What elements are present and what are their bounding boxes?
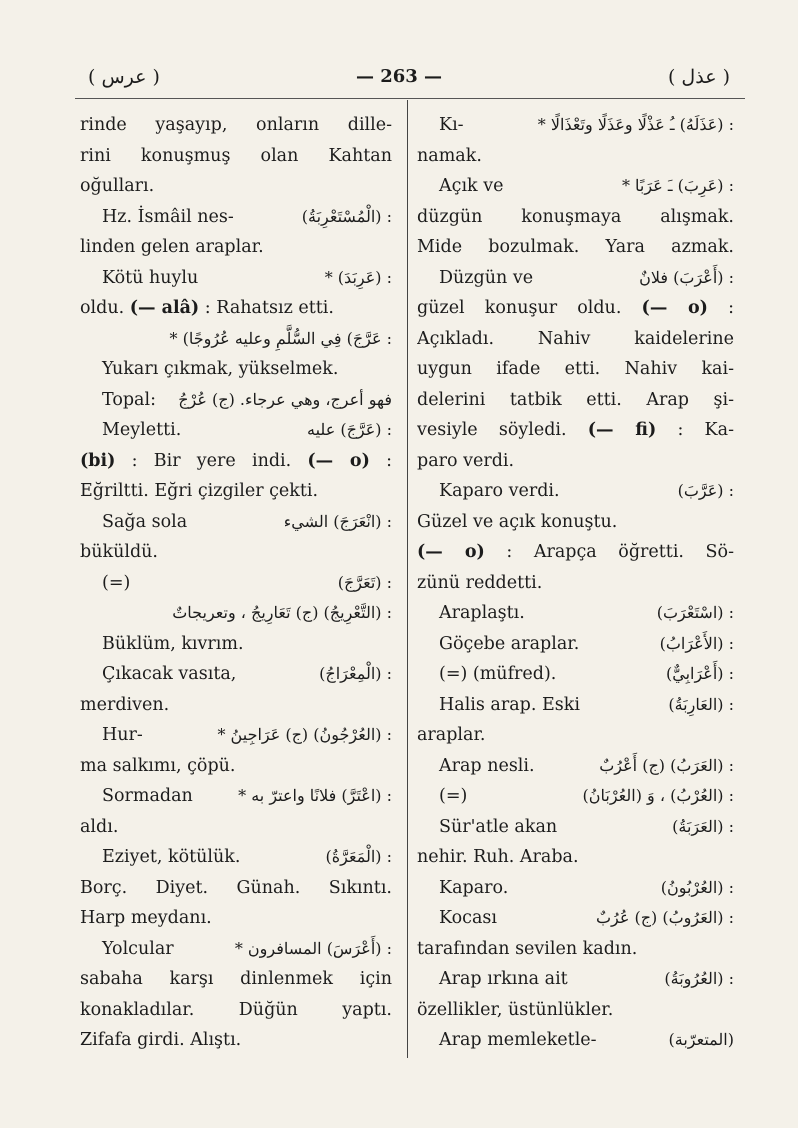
entry-headword: : عَرَّجَ) فِي السُّلَّمِ وعليه عُرُوجًا) *: [169, 328, 392, 348]
dictionary-line: [80, 720, 392, 751]
page-header: [60, 60, 738, 94]
dictionary-line: delerini tatbik etti. Arap şi-: [417, 389, 734, 410]
dictionary-line: (bi) : Bir yere indi. (— o) :: [80, 450, 392, 471]
header-left-root: ( عرس ): [88, 66, 160, 88]
dictionary-line: [80, 781, 392, 812]
dictionary-line: Zifafa girdi. Alıştı.: [80, 1030, 242, 1050]
entry-headword: : (اعْتَرَّ) فلانًا واعترّ به *: [238, 786, 392, 805]
entry-headword: : (العُرْجُونُ) (ج) عَرَاجِينُ *: [217, 725, 392, 744]
entry-meaning: Hz. İsmâil nes-: [102, 206, 234, 227]
entry-headword: : (الْمِعْرَاجُ): [319, 664, 392, 683]
entry-meaning: Arap ırkına ait: [439, 969, 568, 989]
entry-meaning: Halis arap. Eski: [439, 694, 580, 715]
entry-meaning: Kaparo verdi.: [439, 481, 560, 501]
dictionary-line: [417, 690, 734, 721]
entry-headword: : (اسْتَعْرَبَ): [656, 603, 734, 622]
entry-meaning: Eziyet, kötülük.: [102, 847, 241, 867]
entry-headword: : (التَّعْرِيجُ) (ج) تَعَارِيجُ ، وتعريجاتٌ: [172, 603, 392, 622]
dictionary-line: merdiven.: [80, 694, 170, 715]
entry-headword: : (العُرْبُونُ): [660, 877, 734, 897]
entry-headword: : (عَذَلَهُ) ـُ عَذْلًا وعَذَلًا وتَعْذَالًا *: [537, 115, 734, 134]
entry-headword: : (عَرَّبَ): [677, 481, 734, 500]
entry-meaning: Hur-: [102, 725, 143, 745]
dictionary-line: (— o) : Arapça öğretti. Sö-: [417, 542, 734, 562]
dictionary-line: vesiyle söyledi. (— fi) : Ka-: [417, 420, 734, 440]
dictionary-line: [80, 659, 392, 690]
dictionary-line: [417, 171, 734, 202]
dictionary-line: [417, 263, 734, 294]
entry-meaning: (=) (müfred).: [439, 664, 557, 684]
entry-headword: : (أَعْرَسَ) المسافرون *: [234, 938, 392, 958]
dictionary-line: [417, 110, 734, 141]
entry-headword: : (العَرَبُ) (ج) أَعْرُبٌ: [599, 755, 734, 775]
dictionary-line: [417, 476, 734, 507]
column-divider: [407, 100, 408, 1058]
dictionary-line: nehir. Ruh. Araba.: [417, 847, 579, 867]
dictionary-line: Eğriltti. Eğri çizgiler çekti.: [80, 481, 319, 501]
entry-headword: فهو أعرج، وهي عرجاء. (ج) عُرْجُ: [178, 389, 392, 409]
dictionary-line: [80, 568, 392, 599]
dictionary-line: güzel konuşur oldu. (— o) :: [417, 298, 734, 318]
entry-meaning: Kocası: [439, 908, 497, 928]
dictionary-line: [417, 812, 734, 843]
entry-headword: : (تَعَرَّجَ): [337, 572, 392, 592]
entry-meaning: Göçebe araplar.: [439, 633, 580, 654]
left-column: [80, 110, 392, 1056]
dictionary-line: [417, 751, 734, 782]
dictionary-line: linden gelen araplar.: [80, 237, 264, 257]
dictionary-line: [80, 934, 392, 965]
entry-meaning: Kötü huylu: [102, 267, 199, 288]
dictionary-line: düzgün konuşmaya alışmak.: [417, 206, 734, 227]
entry-meaning: Sormadan: [102, 786, 193, 806]
dictionary-line: rini konuşmuş olan Kahtan: [80, 145, 392, 166]
dictionary-line: [417, 1025, 734, 1056]
dictionary-line: paro verdi.: [417, 450, 515, 471]
dictionary-line: Güzel ve açık konuştu.: [417, 511, 618, 532]
entry-headword: : (الْمَعَرَّةُ): [325, 847, 392, 866]
dictionary-line: [80, 598, 392, 629]
dictionary-line: aldı.: [80, 816, 119, 837]
entry-headword: (المتعرّبة): [668, 1030, 734, 1049]
dictionary-line: tarafından sevilen kadın.: [417, 938, 638, 959]
entry-headword: : (العُرُوبَةُ): [664, 969, 734, 988]
dictionary-line: Harp meydanı.: [80, 908, 212, 928]
dictionary-line: oldu. (— alâ) : Rahatsız etti.: [80, 298, 334, 318]
entry-meaning: Meyletti.: [102, 420, 182, 440]
entry-meaning: Arap nesli.: [439, 755, 535, 776]
dictionary-line: [417, 781, 734, 812]
dictionary-line: [417, 659, 734, 690]
entry-meaning: (=): [102, 572, 131, 593]
entry-meaning: (=): [439, 786, 468, 806]
dictionary-line: [80, 842, 392, 873]
entry-headword: : (العُرْبُ) ، وَ (العُرْبَانُ): [582, 786, 734, 805]
right-column: [417, 110, 734, 1056]
dictionary-line: [80, 385, 392, 416]
entry-meaning: Topal:: [102, 389, 156, 410]
page-number: — 263 —: [355, 66, 443, 87]
dictionary-line: [417, 903, 734, 934]
dictionary-line: [417, 629, 734, 660]
entry-meaning: Kı-: [439, 115, 464, 135]
header-rule: [75, 98, 745, 99]
entry-meaning: Açık ve: [439, 176, 504, 196]
entry-meaning: Sağa sola: [102, 511, 188, 532]
dictionary-line: konakladılar. Düğün yaptı.: [80, 999, 392, 1020]
dictionary-line: Yukarı çıkmak, yükselmek.: [102, 359, 339, 379]
dictionary-line: [80, 415, 392, 446]
entry-meaning: Sür'atle akan: [439, 816, 558, 837]
dictionary-line: [80, 324, 392, 355]
entry-headword: : (العَرُوبُ) (ج) عُرُبٌ: [595, 908, 734, 927]
dictionary-line: [417, 873, 734, 904]
entry-headword: : (أَعْرَبَ) فلانٌ: [639, 267, 734, 287]
entry-headword: : (العَارِبَةُ): [668, 694, 734, 714]
dictionary-line: Açıkladı. Nahiv kaidelerine: [417, 328, 734, 349]
header-right-root: ( عذل ): [667, 66, 730, 88]
entry-headword: : (عَرِبَدَ) *: [324, 267, 392, 287]
dictionary-line: [80, 202, 392, 233]
dictionary-line: [80, 263, 392, 294]
dictionary-line: rinde yaşayıp, onların dille-: [80, 115, 392, 135]
entry-meaning: Yolcular: [102, 938, 174, 959]
dictionary-line: özellikler, üstünlükler.: [417, 999, 614, 1020]
dictionary-line: Borç. Diyet. Günah. Sıkıntı.: [80, 877, 392, 898]
dictionary-line: [80, 507, 392, 538]
dictionary-line: zünü reddetti.: [417, 572, 543, 593]
dictionary-line: Büklüm, kıvrım.: [102, 633, 244, 654]
dictionary-line: uygun ifade etti. Nahiv kai-: [417, 359, 734, 379]
entry-headword: : (عَرِبَ) ـَ عَرَبًا *: [621, 176, 734, 195]
dictionary-line: Mide bozulmak. Yara azmak.: [417, 237, 734, 257]
dictionary-line: oğulları.: [80, 176, 155, 196]
dictionary-line: [417, 598, 734, 629]
entry-headword: : (أَعْرَابِيٌّ): [665, 664, 734, 683]
entry-headword: : (عَرَّجَ) عليه: [307, 420, 392, 439]
dictionary-line: büküldü.: [80, 542, 158, 562]
entry-meaning: Düzgün ve: [439, 267, 534, 288]
dictionary-line: araplar.: [417, 725, 486, 745]
entry-headword: : (الْمُسْتَعْرِبَةُ): [301, 206, 392, 226]
dictionary-line: namak.: [417, 145, 482, 166]
entry-headword: : (الأَعْرَابُ): [659, 633, 734, 653]
dictionary-line: [417, 964, 734, 995]
entry-headword: : (العَرَبَةُ): [672, 816, 734, 836]
entry-headword: : (انْعَرَجَ) الشيء: [283, 511, 392, 531]
entry-meaning: Kaparo.: [439, 877, 509, 898]
entry-meaning: Arap memleketle-: [439, 1030, 597, 1050]
dictionary-line: ma salkımı, çöpü.: [80, 755, 236, 776]
entry-meaning: Araplaştı.: [439, 603, 525, 623]
entry-meaning: Çıkacak vasıta,: [102, 664, 237, 684]
dictionary-line: sabaha karşı dinlenmek için: [80, 969, 392, 989]
